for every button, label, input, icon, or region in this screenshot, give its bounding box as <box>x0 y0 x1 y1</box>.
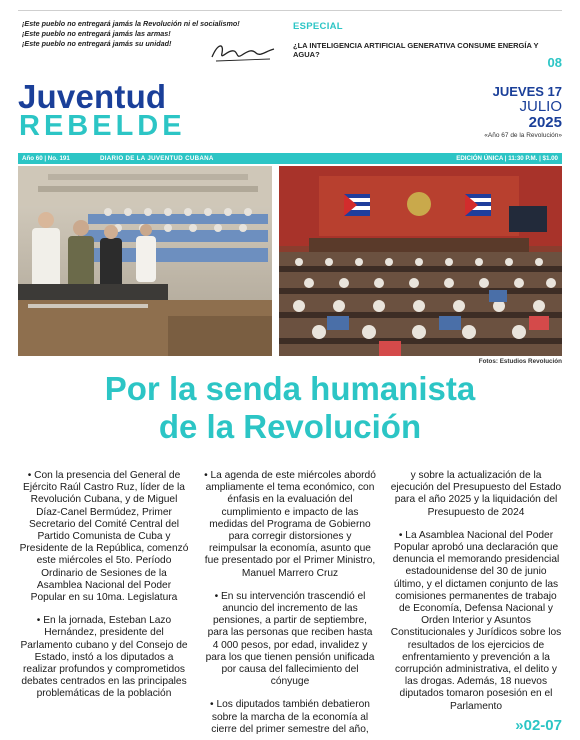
flag-icon <box>344 194 370 216</box>
article-paragraph: • Los diputados también debatieron sobre la marcha de la economía al cierre del primer semestre del año, <box>210 699 370 735</box>
top-bar <box>18 10 562 70</box>
article-column-2 <box>204 470 376 740</box>
motto-line: ¡Este pueblo no entregará jamás su unidad! <box>22 39 172 48</box>
special-teaser[interactable] <box>293 21 561 59</box>
tagline: DIARIO DE LA JUVENTUD CUBANA <box>100 155 214 162</box>
motto-line: ¡Este pueblo no entregará jamás la Revolución ni el socialismo! <box>22 19 240 28</box>
photo-assembly-leaders <box>18 166 272 356</box>
photo-parliament-hall <box>279 166 562 356</box>
year-note: «Año 67 de la Revolución» <box>484 132 562 139</box>
motto-line: ¡Este pueblo no entregará jamás las armas! <box>22 29 171 38</box>
date-weekday: JUEVES 17 <box>492 84 562 99</box>
newspaper-title-line1: Juventud <box>18 78 167 115</box>
masthead <box>18 78 562 150</box>
edition-info: EDICIÓN ÚNICA | 11:30 P.M. | $1.00 <box>456 155 558 162</box>
article-paragraph: y sobre la actualización de la ejecución del Presupuesto del Estado para el año 2025 y la liquidación del Presupuesto de 2024 <box>390 470 562 518</box>
issue-number: Año 60 | No. 191 <box>22 155 70 162</box>
continue-page-link[interactable]: »02-07 <box>515 717 562 734</box>
photo-credit: Fotos: Estudios Revolución <box>478 358 562 365</box>
parliament-photo-image <box>279 166 562 356</box>
article-column-3 <box>390 470 562 724</box>
date-year: 2025 <box>528 114 562 131</box>
article-paragraph: • La agenda de este miércoles abordó ampliamente el tema económico, con énfasis en la evaluación del cumplimiento e impacto de las medidas del Programa de Gobierno para corregir distorsiones y reimpulsar la economía, asunto que fue presentado por el Primer Ministro, Manuel Marrero Cruz <box>204 470 376 579</box>
newspaper-title-line2: REBELDE <box>19 110 186 142</box>
emblem-icon <box>407 192 431 216</box>
headline-line: Por la senda humanista <box>104 370 476 407</box>
date-month: JULIO <box>519 98 562 115</box>
article-paragraph: • En su intervención trascendió el anuncio del incremento de las pensiones, a partir de septiembre, para las personas que reciben hasta 4 000 pesos, por edad, invalidez y para los que tienen pensión unificada por causa del fallecimiento del cónyuge <box>205 590 375 688</box>
special-headline[interactable]: ¿LA INTELIGENCIA ARTIFICIAL GENERATIVA CONSUME ENERGÍA Y AGUA? <box>293 41 539 59</box>
special-page-number: 08 <box>547 55 562 70</box>
info-stripe <box>18 153 562 164</box>
signature-icon <box>208 39 278 65</box>
article-body <box>18 470 562 735</box>
issue-date <box>484 84 562 139</box>
special-tag: ESPECIAL <box>293 21 343 32</box>
article-paragraph: • La Asamblea Nacional del Poder Popular aprobó una declaración que denuncia el memorando presidencial estadounidense del 30 de junio último, y el dictamen conjunto de las comisiones permanentes de trabajo de Economía, Defensa Nacional y Orden Interior y Asuntos Constitucionales y Jurídicos sobre los resultados de los ejercicios de enfrentamiento y prevención a la corrupción administrativa, el delito y las drogas. Además, 18 nuevos diputados tomaron posesión en el Parlamento <box>390 529 562 712</box>
headline-line: de la Revolución <box>158 408 422 445</box>
article-paragraph: • En la jornada, Esteban Lazo Hernández, presidente del Parlamento cubano y del Consejo de Estado, instó a los diputados a realizar profundos y comprometidos debates centrados en las principales problemáticas de la población <box>20 615 188 700</box>
article-paragraph: • Con la presencia del General de Ejército Raúl Castro Ruz, líder de la Revolución Cubana, y de Miguel Díaz-Canel Bermúdez, Primer Secretario del Comité Central del Partido Comunista de Cuba y Presidente de la República, comenzó este miércoles el 5to. Período Ordinario de Sesiones de la Asamblea Nacional del Poder Popular en su 10ma. Legislatura <box>19 470 189 604</box>
assembly-photo-image <box>18 166 272 356</box>
main-headline[interactable] <box>18 370 562 446</box>
article-column-1 <box>18 470 190 712</box>
